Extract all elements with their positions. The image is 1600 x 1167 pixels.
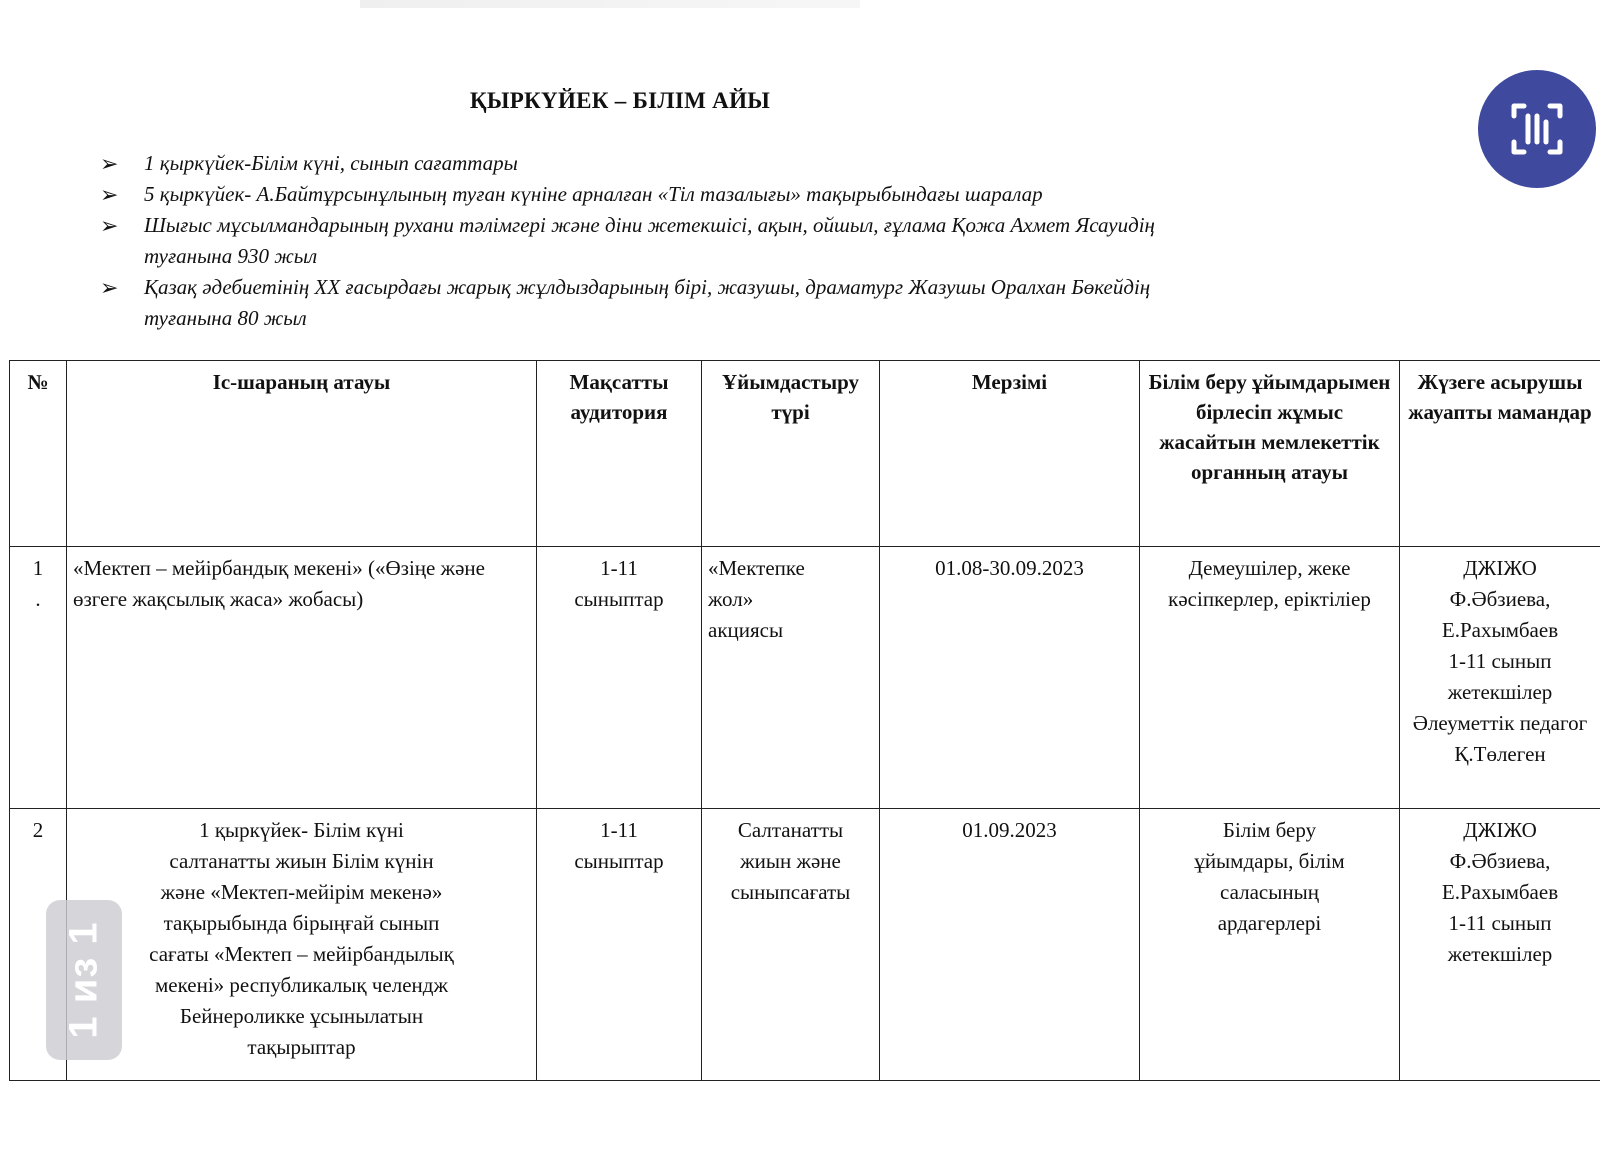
cell-form: Салтанатты жиын және сыныпсағаты [702, 809, 880, 1081]
cell-partner: Білім беру ұйымдары, білім саласының ардагерлері [1140, 809, 1400, 1081]
column-header-form: Ұйымдастыру түрі [702, 361, 880, 547]
cell-responsible: ДЖІЖО Ф.Әбзиева, Е.Рахымбаев 1-11 сынып жетекшілер Әлеуметтік педагог Қ.Төлеген [1400, 547, 1600, 809]
events-table [9, 360, 1600, 1081]
page-indicator-label: 1 из 1 [61, 921, 106, 1039]
bullet-item [100, 210, 1480, 272]
arrow-bullet-icon: ➢ [100, 182, 119, 207]
bullet-text: 5 қыркүйек- А.Байтұрсынұлының туған күніне арналған «Тіл тазалығы» тақырыбындағы шаралар [144, 182, 1043, 206]
column-header-audience: Мақсатты аудитория [537, 361, 702, 547]
document-title: ҚЫРКҮЙЕК – БІЛІМ АЙЫ [469, 88, 771, 113]
cropped-header-remnant [360, 0, 860, 8]
bullet-text-continued: туғанына 930 жыл [144, 244, 318, 268]
cell-audience: 1-11 сыныптар [537, 547, 702, 809]
bullet-text: 1 қыркүйек-Білім күні, сынып сағаттары [144, 151, 518, 175]
cell-responsible: ДЖІЖО Ф.Әбзиева, Е.Рахымбаев 1-11 сынып жетекшілер [1400, 809, 1600, 1081]
bullet-item [100, 272, 1480, 334]
table-row [10, 809, 1600, 1081]
bullet-item [100, 148, 1480, 179]
column-header-number: № [10, 361, 67, 547]
column-header-responsible: Жүзеге асырушы жауапты мамандар [1400, 361, 1600, 547]
scan-text-button[interactable] [1478, 70, 1596, 188]
table-header-row [10, 361, 1600, 547]
cell-event-name: «Мектеп – мейірбандық мекені» («Өзіңе және өзгеге жақсылық жаса» жобасы) [67, 547, 537, 809]
cell-partner: Демеушілер, жеке кәсіпкерлер, еріктіліер [1140, 547, 1400, 809]
cell-term: 01.09.2023 [880, 809, 1140, 1081]
cell-number: 2 [10, 809, 67, 1081]
bullet-item [100, 179, 1480, 210]
cell-term: 01.08-30.09.2023 [880, 547, 1140, 809]
column-header-event-name: Іс-шараның атауы [67, 361, 537, 547]
arrow-bullet-icon: ➢ [100, 213, 119, 238]
scan-text-icon [1478, 70, 1596, 188]
cell-form: «Мектепке жол» акциясы [702, 547, 880, 809]
arrow-bullet-icon: ➢ [100, 151, 119, 176]
bullet-list [100, 148, 1480, 334]
cell-audience: 1-11 сыныптар [537, 809, 702, 1081]
page-indicator [46, 900, 122, 1060]
column-header-term: Мерзімі [880, 361, 1140, 547]
arrow-bullet-icon: ➢ [100, 275, 119, 300]
table-row [10, 547, 1600, 809]
column-header-partner: Білім беру ұйымдарымен бірлесіп жұмыс жасайтын мемлекеттік органның атауы [1140, 361, 1400, 547]
bullet-text: Шығыс мұсылмандарының рухани тәлімгері және діни жетекшісі, ақын, ойшыл, ғұлама Қожа Ахмет Ясауидің [144, 213, 1155, 237]
cell-number: 1 . [10, 547, 67, 809]
bullet-text: Қазақ әдебиетінің ХХ ғасырдағы жарық жұлдыздарының бірі, жазушы, драматург Жазушы Оралхан Бөкейдің [144, 275, 1151, 299]
cell-event-name: 1 қыркүйек- Білім күні салтанатты жиын Білім күнін және «Мектеп-мейірім мекенә» тақырыбында бірыңғай сынып сағаты «Мектеп – мейірбандылық мекені» республикалық челендж Бейнероликке ұсынылатын тақырыптар [67, 809, 537, 1081]
bullet-text-continued: туғанына 80 жыл [144, 306, 307, 330]
